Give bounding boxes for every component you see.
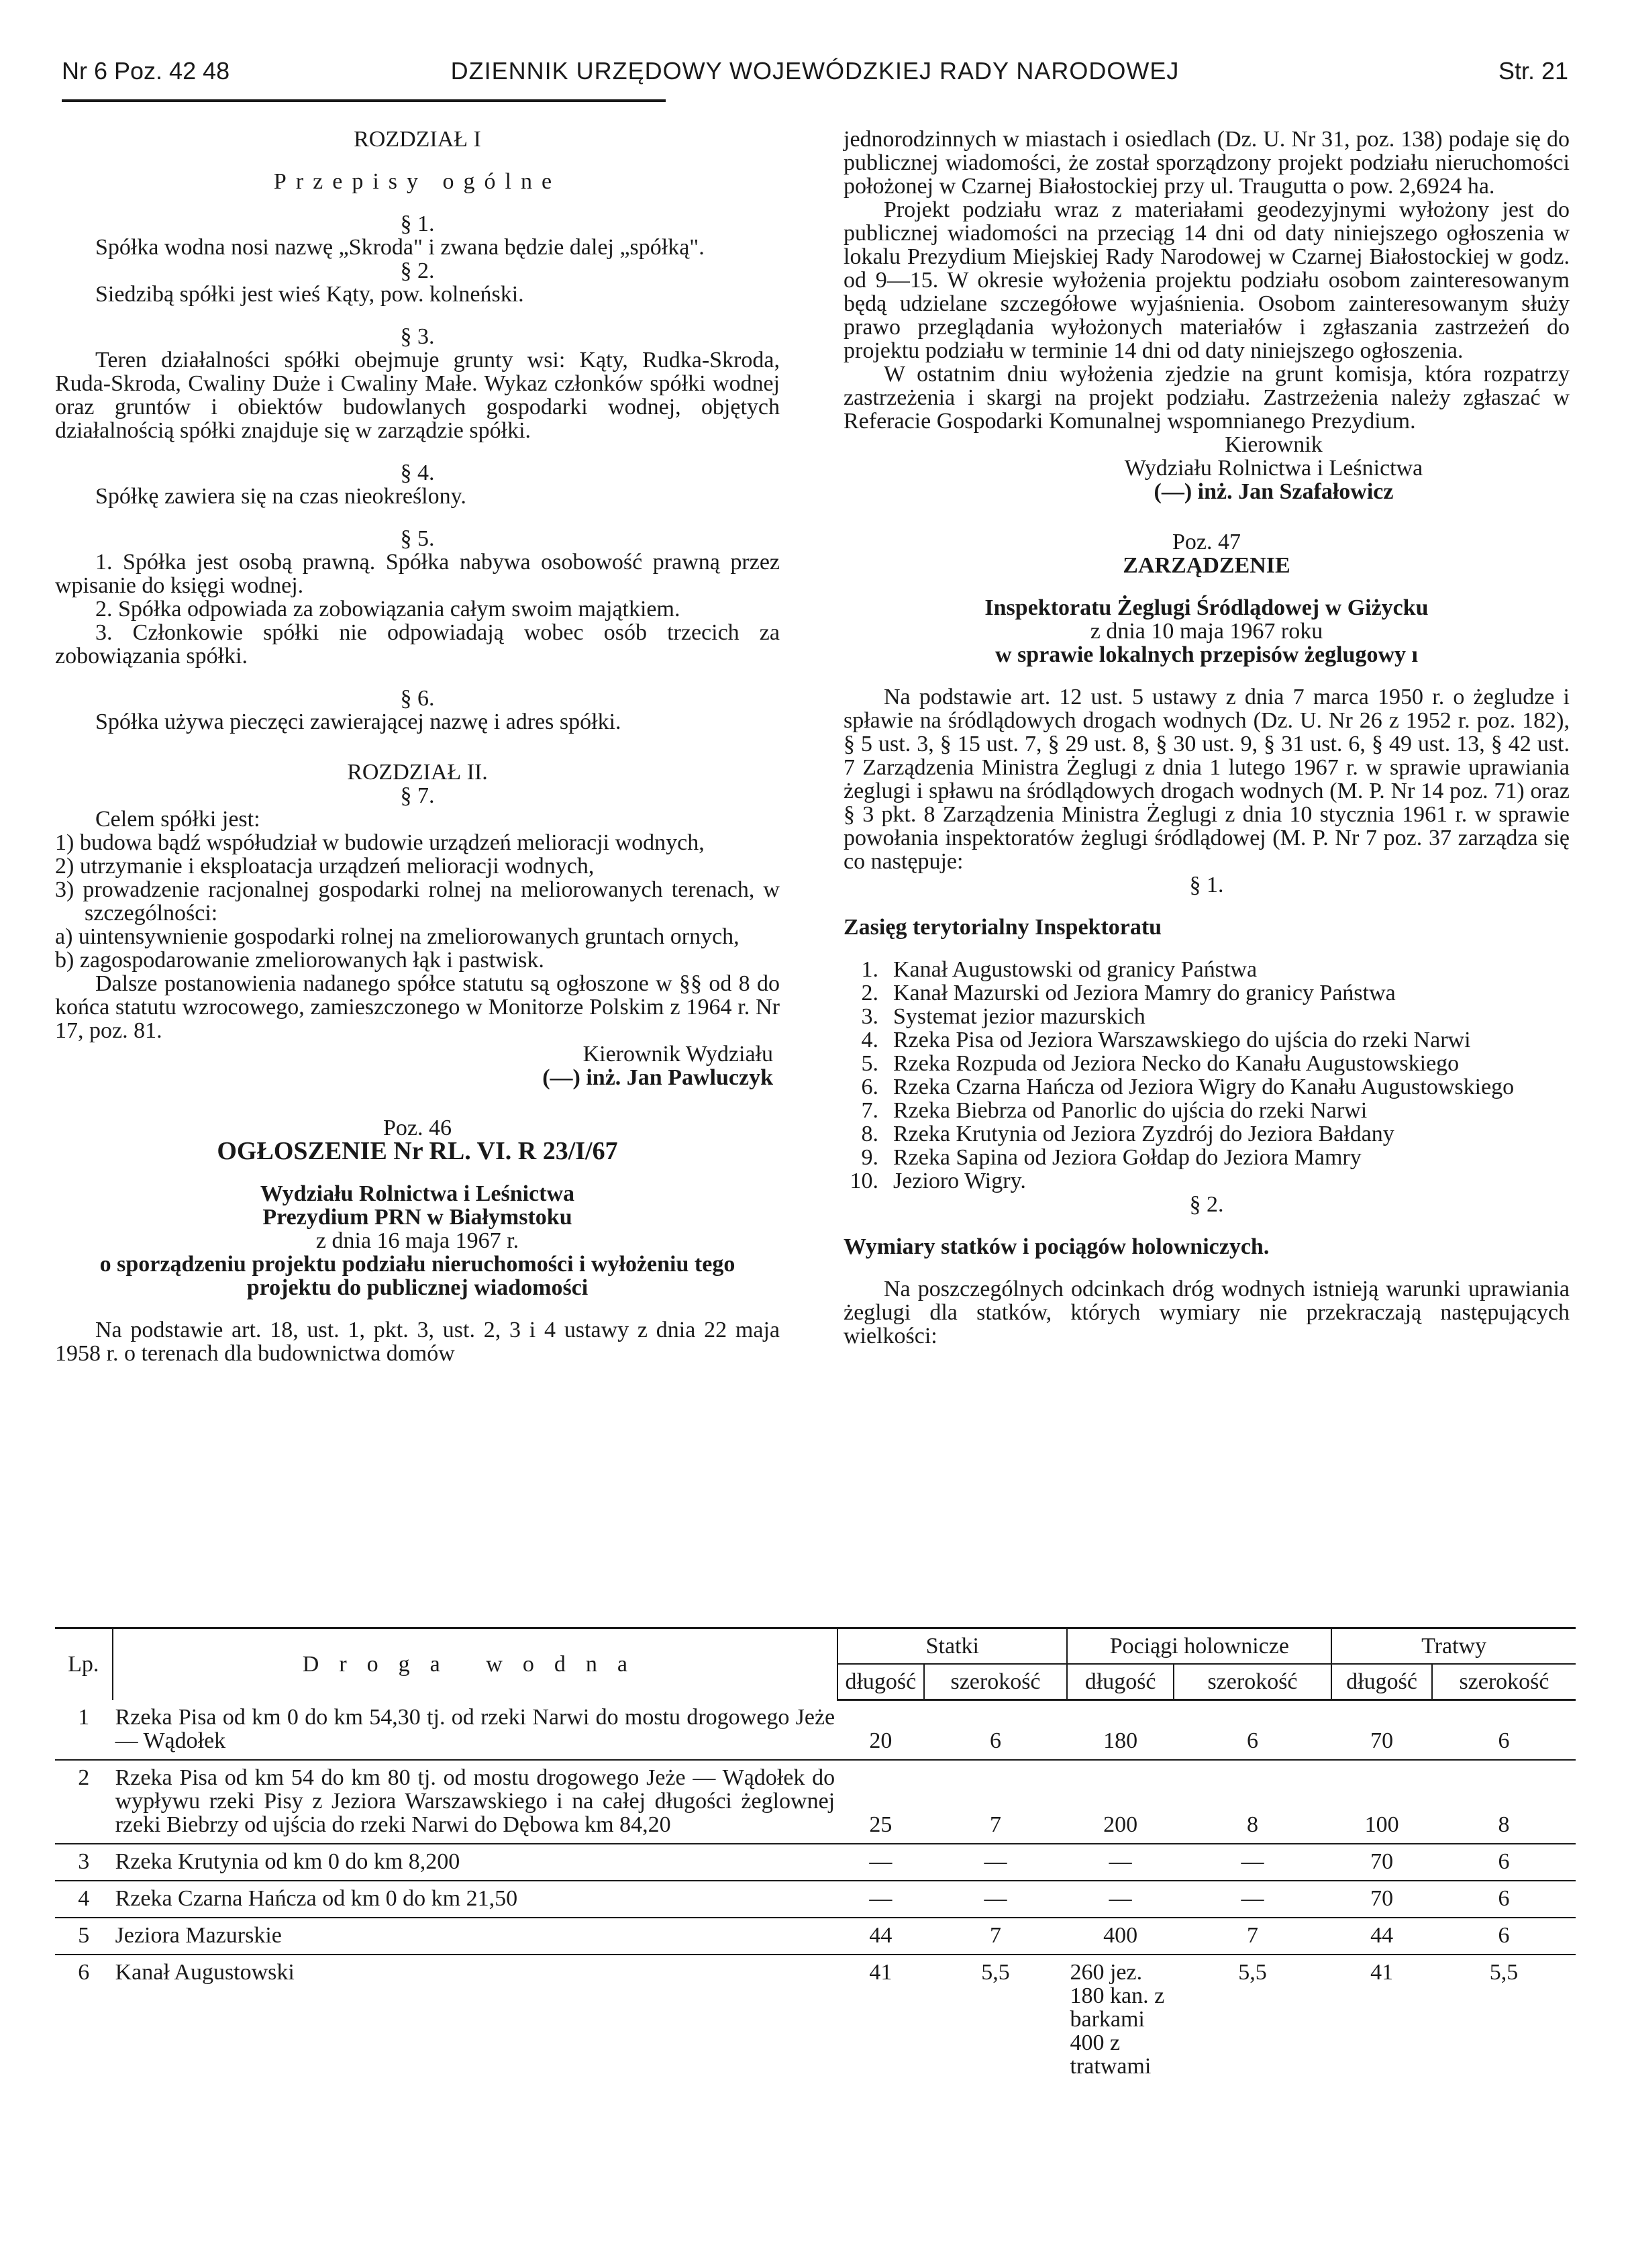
left-column	[55, 128, 780, 1365]
cell-value: 5,5	[1238, 1959, 1267, 1985]
vessel-dimensions-table	[55, 1627, 1576, 2085]
paragraph: Projekt podziału wraz z materiałami geodezyjnymi wyłożony jest do publicznej wiadomości na przeciąg 14 dni od daty niniejszego ogłoszenia w lokalu Prezydium Miejskiej Rady Narodowej w Czarnej Białostockiej w godz. od 9—15. W okresie wyłożenia projektu podziału osobom zainteresowanym będą udzielane szczegółowe wyjaśnienia. Osobom zainteresowanym służy prawo przeglądania wyłożonych materiałów i zgłaszania zastrzeżeń do projektu podziału w terminie 14 dni od daty niniejszego ogłoszenia.	[844, 197, 1570, 363]
cell-value: —	[869, 1848, 893, 1874]
list-text: Rzeka Pisa od Jeziora Warszawskiego do ujścia do rzeki Narwi	[893, 1028, 1471, 1052]
cell-value: —	[1109, 1848, 1132, 1874]
announcement-title: OGŁOSZENIE Nr RL. VI. R 23/I/67	[217, 1137, 618, 1165]
cell-value: 5,5	[1489, 1959, 1519, 1985]
table-row	[55, 1918, 1576, 1955]
cell-value: 6	[1498, 1848, 1510, 1874]
cell-waterway: Rzeka Pisa od km 54 do km 80 tj. od mostu drogowego Jeże — Wądołek do wypływu rzeki Pisy z Jeziora Warszawskiego i na całej długości żeglownej rzeki Biebrzy od ujścia do rzeki Narwi do Dębowa km 84,20	[115, 1765, 835, 1837]
issue-number: Nr 6 Poz. 42 48	[62, 57, 230, 85]
section-mark: § 1.	[400, 211, 435, 236]
col-header-length: długość	[1331, 1664, 1432, 1700]
item-number: Poz. 46	[383, 1116, 452, 1140]
list-item: 1) budowa bądź współudział w budowie urządzeń melioracji wodnych,	[55, 830, 705, 855]
cell-value: 8	[1498, 1812, 1510, 1837]
cell-value: 44	[869, 1922, 893, 1948]
cell-value: 41	[1370, 1959, 1394, 1985]
cell-value: 6	[1498, 1728, 1510, 1753]
section-heading: Zasięg terytorialny Inspektoratu	[844, 915, 1162, 940]
col-header-length: długość	[837, 1664, 923, 1700]
ordinance-title: ZARZĄDZENIE	[1123, 553, 1290, 578]
cell-lp: 3	[78, 1848, 90, 1874]
cell-value: 25	[869, 1812, 893, 1837]
section-mark: § 2.	[1189, 1192, 1224, 1217]
announcement-date: z dnia 16 maja 1967 r.	[315, 1228, 519, 1253]
cell-value: —	[984, 1848, 1007, 1874]
list-item	[844, 1052, 1570, 1075]
list-item: 3) prowadzenie racjonalnej gospodarki rolnej na meliorowanych terenach, w szczególności:	[55, 877, 780, 926]
section-text: Dalsze postanowienia nadanego spółce statutu są ogłoszone w §§ od 8 do końca statutu wzrocowego, zamieszczonego w Monitorze Polskim z 1964 r. Nr 17, poz. 81.	[55, 971, 780, 1043]
list-text: Rzeka Biebrza od Panorlic do ujścia do rzeki Narwi	[893, 1098, 1368, 1123]
ordinance-date: z dnia 10 maja 1967 roku	[1090, 619, 1323, 644]
signature-role: Kierownik Wydziału	[582, 1042, 773, 1067]
cell-value: 70	[1370, 1848, 1394, 1874]
signature-name: (—) inż. Jan Szafałowicz	[1154, 479, 1394, 504]
cell-value: —	[869, 1885, 893, 1911]
list-number: 1.	[861, 957, 878, 982]
waterways-list	[844, 958, 1570, 1193]
section-text: Teren działalności spółki obejmuje grunty wsi: Kąty, Rudka-Skroda, Ruda-Skroda, Cwaliny Duże i Cwaliny Małe. Wykaz członków spółki wodnej oraz gruntów i obiektów budowlanych gospodarki wodnej, objętych działalnością spółki znajduje się w zarządzie spółki.	[55, 348, 780, 443]
section-text: Spółkę zawiera się na czas nieokreślony.	[95, 484, 466, 509]
section-mark: § 6.	[400, 686, 435, 711]
ordinance-text: Na podstawie art. 12 ust. 5 ustawy z dnia 7 marca 1950 r. o żegludze i spławie na śródlądowych drogach wodnych (Dz. U. Nr 26 z 1952 r. poz. 182), § 5 ust. 3, § 15 ust. 7, § 29 ust. 8, § 30 ust. 9, § 31 ust. 6, § 49 ust. 13, § 42 ust. 7 Zarządzenia Ministra Żeglugi z dnia 1 lutego 1967 r. w sprawie uprawiania żeglugi i spławu na śródlądowych drogach wodnych (M. P. Nr 14 poz. 71) oraz § 3 pkt. 8 Zarządzenia Ministra Żeglugi z dnia 10 stycznia 1961 r. w sprawie powołania inspektoratów żeglugi śródlądowej (M. P. Nr 7 poz. 37 zarządza się co następuje:	[844, 685, 1570, 874]
col-header-tugs: Pociągi holownicze	[1067, 1628, 1331, 1665]
col-header-waterway: Droga wodna	[113, 1628, 838, 1700]
page-number: Str. 21	[1498, 57, 1568, 85]
cell-value: 5,5	[981, 1959, 1010, 1985]
cell-waterway: Rzeka Czarna Hańcza od km 0 do km 21,50	[115, 1885, 518, 1911]
cell-value: 260 jez. 180 kan. z barkami 400 z tratwami	[1070, 1959, 1165, 2079]
list-item: a) uintensywnienie gospodarki rolnej na zmeliorowanych gruntach ornych,	[55, 924, 740, 949]
cell-value: —	[1241, 1885, 1264, 1911]
chapter-heading: ROZDZIAŁ II.	[347, 760, 488, 785]
cell-value: 41	[869, 1959, 893, 1985]
announcement-org: Prezydium PRN w Białymstoku	[262, 1205, 572, 1230]
right-column	[844, 128, 1570, 1348]
section-text: Spółka wodna nosi nazwę „Skroda" i zwana będzie dalej „spółką".	[95, 235, 705, 260]
list-text: Rzeka Sapina od Jeziora Gołdap do Jeziora Mamry	[893, 1145, 1362, 1170]
list-number: 5.	[861, 1051, 878, 1076]
item-number: Poz. 47	[1172, 530, 1241, 554]
table-row	[55, 1844, 1576, 1881]
page-header	[62, 56, 1568, 86]
col-header-width: szerokość	[924, 1664, 1068, 1700]
list-item	[844, 958, 1570, 981]
signature-role: Kierownik	[1225, 432, 1323, 457]
cell-value: 70	[1370, 1885, 1394, 1911]
col-header-lp: Lp.	[55, 1628, 113, 1700]
cell-lp: 6	[78, 1959, 90, 1985]
list-item	[844, 1099, 1570, 1122]
paragraph: W ostatnim dniu wyłożenia zjedzie na grunt komisja, która rozpatrzy zastrzeżenia i skargi na projekt podziału. Zastrzeżenia należy zgłaszać w Referacie Gospodarki Komunalnej wspomnianego Prezydium.	[844, 362, 1570, 434]
col-header-width: szerokość	[1174, 1664, 1331, 1700]
list-number: 2.	[861, 981, 878, 1005]
signature-role: Wydziału Rolnictwa i Leśnictwa	[1124, 456, 1423, 481]
cell-waterway: Jeziora Mazurskie	[115, 1922, 282, 1948]
ordinance-subject: w sprawie lokalnych przepisów żeglugowy ı	[995, 642, 1418, 667]
list-number: 9.	[861, 1145, 878, 1170]
section-heading: Wymiary statków i pociągów holowniczych.	[844, 1234, 1270, 1259]
chapter-subheading: Przepisy ogólne	[273, 169, 562, 194]
cell-value: —	[1241, 1848, 1264, 1874]
section-text: Na poszczególnych odcinkach dróg wodnych istnieją warunki uprawiania żeglugi dla statków, których wymiary nie przekraczają następujących wielkości:	[844, 1277, 1570, 1348]
list-text: Kanał Mazurski od Jeziora Mamry do granicy Państwa	[893, 981, 1396, 1005]
cell-value: 200	[1103, 1812, 1138, 1837]
list-item	[844, 1028, 1570, 1052]
cell-value: 100	[1364, 1812, 1399, 1837]
cell-lp: 2	[78, 1765, 90, 1790]
cell-lp: 4	[78, 1885, 90, 1911]
cell-value: 20	[869, 1728, 893, 1753]
section-text: Spółka używa pieczęci zawierającej nazwę i adres spółki.	[95, 709, 621, 734]
cell-value: 6	[1498, 1922, 1510, 1948]
signature-name: (—) inż. Jan Pawluczyk	[542, 1065, 773, 1090]
cell-lp: 5	[78, 1922, 90, 1948]
section-mark: § 1.	[1189, 873, 1224, 897]
cell-waterway: Kanał Augustowski	[115, 1959, 295, 1985]
list-number: 10.	[850, 1169, 878, 1193]
journal-title: DZIENNIK URZĘDOWY WOJEWÓDZKIEJ RADY NARODOWEJ	[450, 57, 1180, 85]
section-mark: § 2.	[400, 258, 435, 283]
cell-value: 44	[1370, 1922, 1394, 1948]
list-text: Systemat jezior mazurskich	[893, 1004, 1145, 1029]
list-item	[844, 1005, 1570, 1028]
list-number: 4.	[861, 1028, 878, 1052]
list-number: 6.	[861, 1075, 878, 1099]
announcement-text: Na podstawie art. 18, ust. 1, pkt. 3, ust. 2, 3 i 4 ustawy z dnia 22 maja 1958 r. o terenach dla budownictwa domów	[55, 1318, 780, 1366]
list-number: 3.	[861, 1004, 878, 1029]
cell-value: 400	[1103, 1922, 1138, 1948]
cell-value: 180	[1103, 1728, 1138, 1753]
section-text: 1. Spółka jest osobą prawną. Spółka nabywa osobowość prawną przez wpisanie do księgi wodnej.	[55, 550, 780, 598]
list-item	[844, 1146, 1570, 1169]
cell-value: 7	[990, 1922, 1001, 1948]
header-rule	[62, 99, 666, 102]
col-header-ships: Statki	[837, 1628, 1067, 1665]
list-text: Jezioro Wigry.	[893, 1169, 1026, 1193]
cell-value: 6	[1498, 1885, 1510, 1911]
chapter-heading: ROZDZIAŁ I	[354, 127, 481, 152]
section-text: Celem spółki jest:	[95, 807, 260, 832]
cell-value: 7	[990, 1812, 1001, 1837]
section-text: 2. Spółka odpowiada za zobowiązania całym swoim majątkiem.	[95, 597, 680, 622]
section-mark: § 3.	[400, 324, 435, 349]
announcement-org: Wydziału Rolnictwa i Leśnictwa	[260, 1181, 575, 1206]
table-row	[55, 1955, 1576, 2085]
paragraph: jednorodzinnych w miastach i osiedlach (Dz. U. Nr 31, poz. 138) podaje się do publicznej wiadomości, że został sporządzony projekt podziału nieruchomości położonej w Czarnej Białostockiej przy ul. Traugutta o pow. 2,6924 ha.	[844, 127, 1570, 199]
list-item	[844, 1169, 1570, 1193]
cell-value: —	[984, 1885, 1007, 1911]
list-item	[844, 1075, 1570, 1099]
list-number: 8.	[861, 1122, 878, 1146]
announcement-subject: o sporządzeniu projektu podziału nieruchomości i wyłożeniu tego projektu do publicznej wiadomości	[99, 1252, 735, 1300]
cell-lp: 1	[78, 1704, 90, 1730]
col-header-rafts: Tratwy	[1331, 1628, 1576, 1665]
list-number: 7.	[861, 1098, 878, 1123]
table-row	[55, 1700, 1576, 1760]
list-text: Rzeka Rozpuda od Jeziora Necko do Kanału Augustowskiego	[893, 1051, 1460, 1076]
list-text: Rzeka Krutynia od Jeziora Zyzdrój do Jeziora Bałdany	[893, 1122, 1394, 1146]
cell-value: 6	[990, 1728, 1001, 1753]
list-item: 2) utrzymanie i eksploatacja urządzeń melioracji wodnych,	[55, 854, 595, 879]
list-item	[844, 981, 1570, 1005]
list-text: Rzeka Czarna Hańcza od Jeziora Wigry do Kanału Augustowskiego	[893, 1075, 1515, 1099]
ordinance-org: Inspektoratu Żeglugi Śródlądowej w Giżycku	[984, 595, 1429, 620]
section-mark: § 7.	[400, 783, 435, 808]
col-header-length: długość	[1067, 1664, 1173, 1700]
cell-value: 70	[1370, 1728, 1394, 1753]
cell-waterway: Rzeka Pisa od km 0 do km 54,30 tj. od rzeki Narwi do mostu drogowego Jeże — Wądołek	[115, 1704, 835, 1753]
list-text: Kanał Augustowski od granicy Państwa	[893, 957, 1258, 982]
table-row	[55, 1760, 1576, 1844]
cell-value: 8	[1246, 1812, 1258, 1837]
list-item	[844, 1122, 1570, 1146]
cell-value: 6	[1246, 1728, 1258, 1753]
list-item: b) zagospodarowanie zmeliorowanych łąk i pastwisk.	[55, 948, 544, 973]
section-text: 3. Członkowie spółki nie odpowiadają wobec osób trzecich za zobowiązania spółki.	[55, 620, 780, 669]
col-header-width: szerokość	[1432, 1664, 1576, 1700]
cell-waterway: Rzeka Krutynia od km 0 do km 8,200	[115, 1848, 460, 1874]
cell-value: 7	[1246, 1922, 1258, 1948]
table-row	[55, 1881, 1576, 1918]
section-mark: § 4.	[400, 460, 435, 485]
section-text: Siedzibą spółki jest wieś Kąty, pow. kolneński.	[95, 282, 524, 307]
cell-value: —	[1109, 1885, 1132, 1911]
section-mark: § 5.	[400, 526, 435, 551]
